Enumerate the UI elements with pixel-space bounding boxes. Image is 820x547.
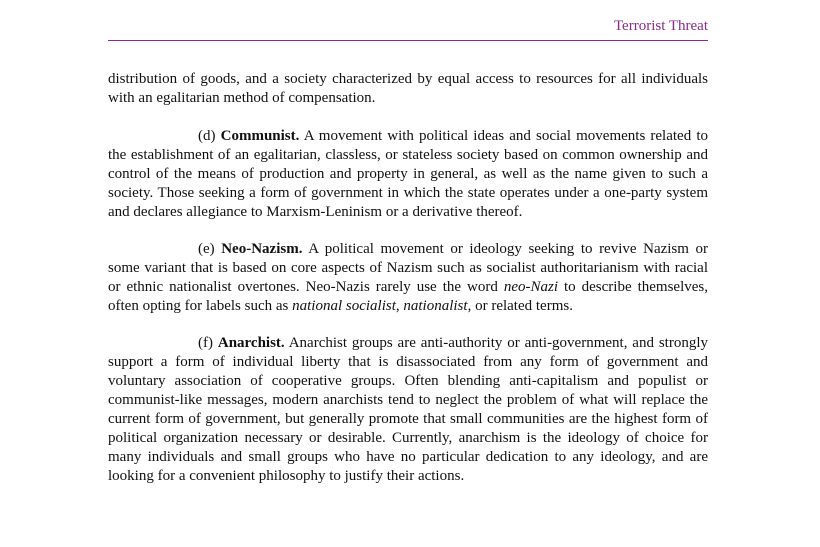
term-communist: Communist.: [220, 128, 300, 144]
paragraph-intro: distribution of goods, and a society characterized by equal access to resources for all individuals with an egalitarian method of compensation.: [108, 71, 708, 106]
definition-neonazism-part-a: A political movement or ideology seeking to revive Nazism or some variant that is based on core aspects of Nazism such as socialist authoritarianism with racial or ethnic nationalist overtones. Neo-Nazis rarely use the word: [108, 241, 708, 295]
definition-neonazism-part-b: to describe themselves, often opting for labels such as: [108, 279, 708, 314]
item-marker: (f): [198, 335, 213, 351]
paragraph-communist: [108, 127, 708, 222]
paragraph-anarchist: [108, 334, 708, 486]
italic-national-socialist: national socialist: [292, 298, 396, 314]
page-header: [108, 0, 708, 41]
definition-neonazism-part-c: , or related terms.: [467, 298, 573, 314]
item-marker: (d): [198, 128, 216, 144]
term-neonazism: Neo-Nazism.: [221, 241, 303, 257]
definition-communist: A movement with political ideas and social movements related to the establishment of an egalitarian, classless, or stateless society based on common ownership and control of the means of production and property in general, as well as the name given to such a society. Those seeking a form of government in which the state operates under a one-party system and declares allegiance to Marxism-Leninism or a derivative thereof.: [108, 128, 708, 220]
italic-neo-nazi: neo-Nazi: [503, 279, 558, 295]
italic-nationalist: nationalist: [403, 298, 468, 314]
document-body: [108, 70, 708, 486]
definition-anarchist: Anarchist groups are anti-authority or anti-government, and strongly support a form of individual liberty that is disassociated from any form of government and voluntary association of cooperative groups. Often blending anti-capitalism and populist or communist-like messages, modern anarchists tend to neglect the problem of what will replace the current form of government, but generally promote that small communities are the highest form of political organization necessary or desirable. Currently, anarchism is the ideology of choice for many individuals and small groups who have no particular dedication to any ideology, and are looking for a convenient philosophy to justify their actions.: [108, 335, 708, 484]
paragraph-neonazism: [108, 240, 708, 316]
term-anarchist: Anarchist.: [217, 335, 285, 351]
document-page: [108, 0, 708, 486]
item-marker: (e): [198, 241, 215, 257]
separator: ,: [395, 298, 400, 314]
header-title: Terrorist Threat: [613, 18, 708, 34]
